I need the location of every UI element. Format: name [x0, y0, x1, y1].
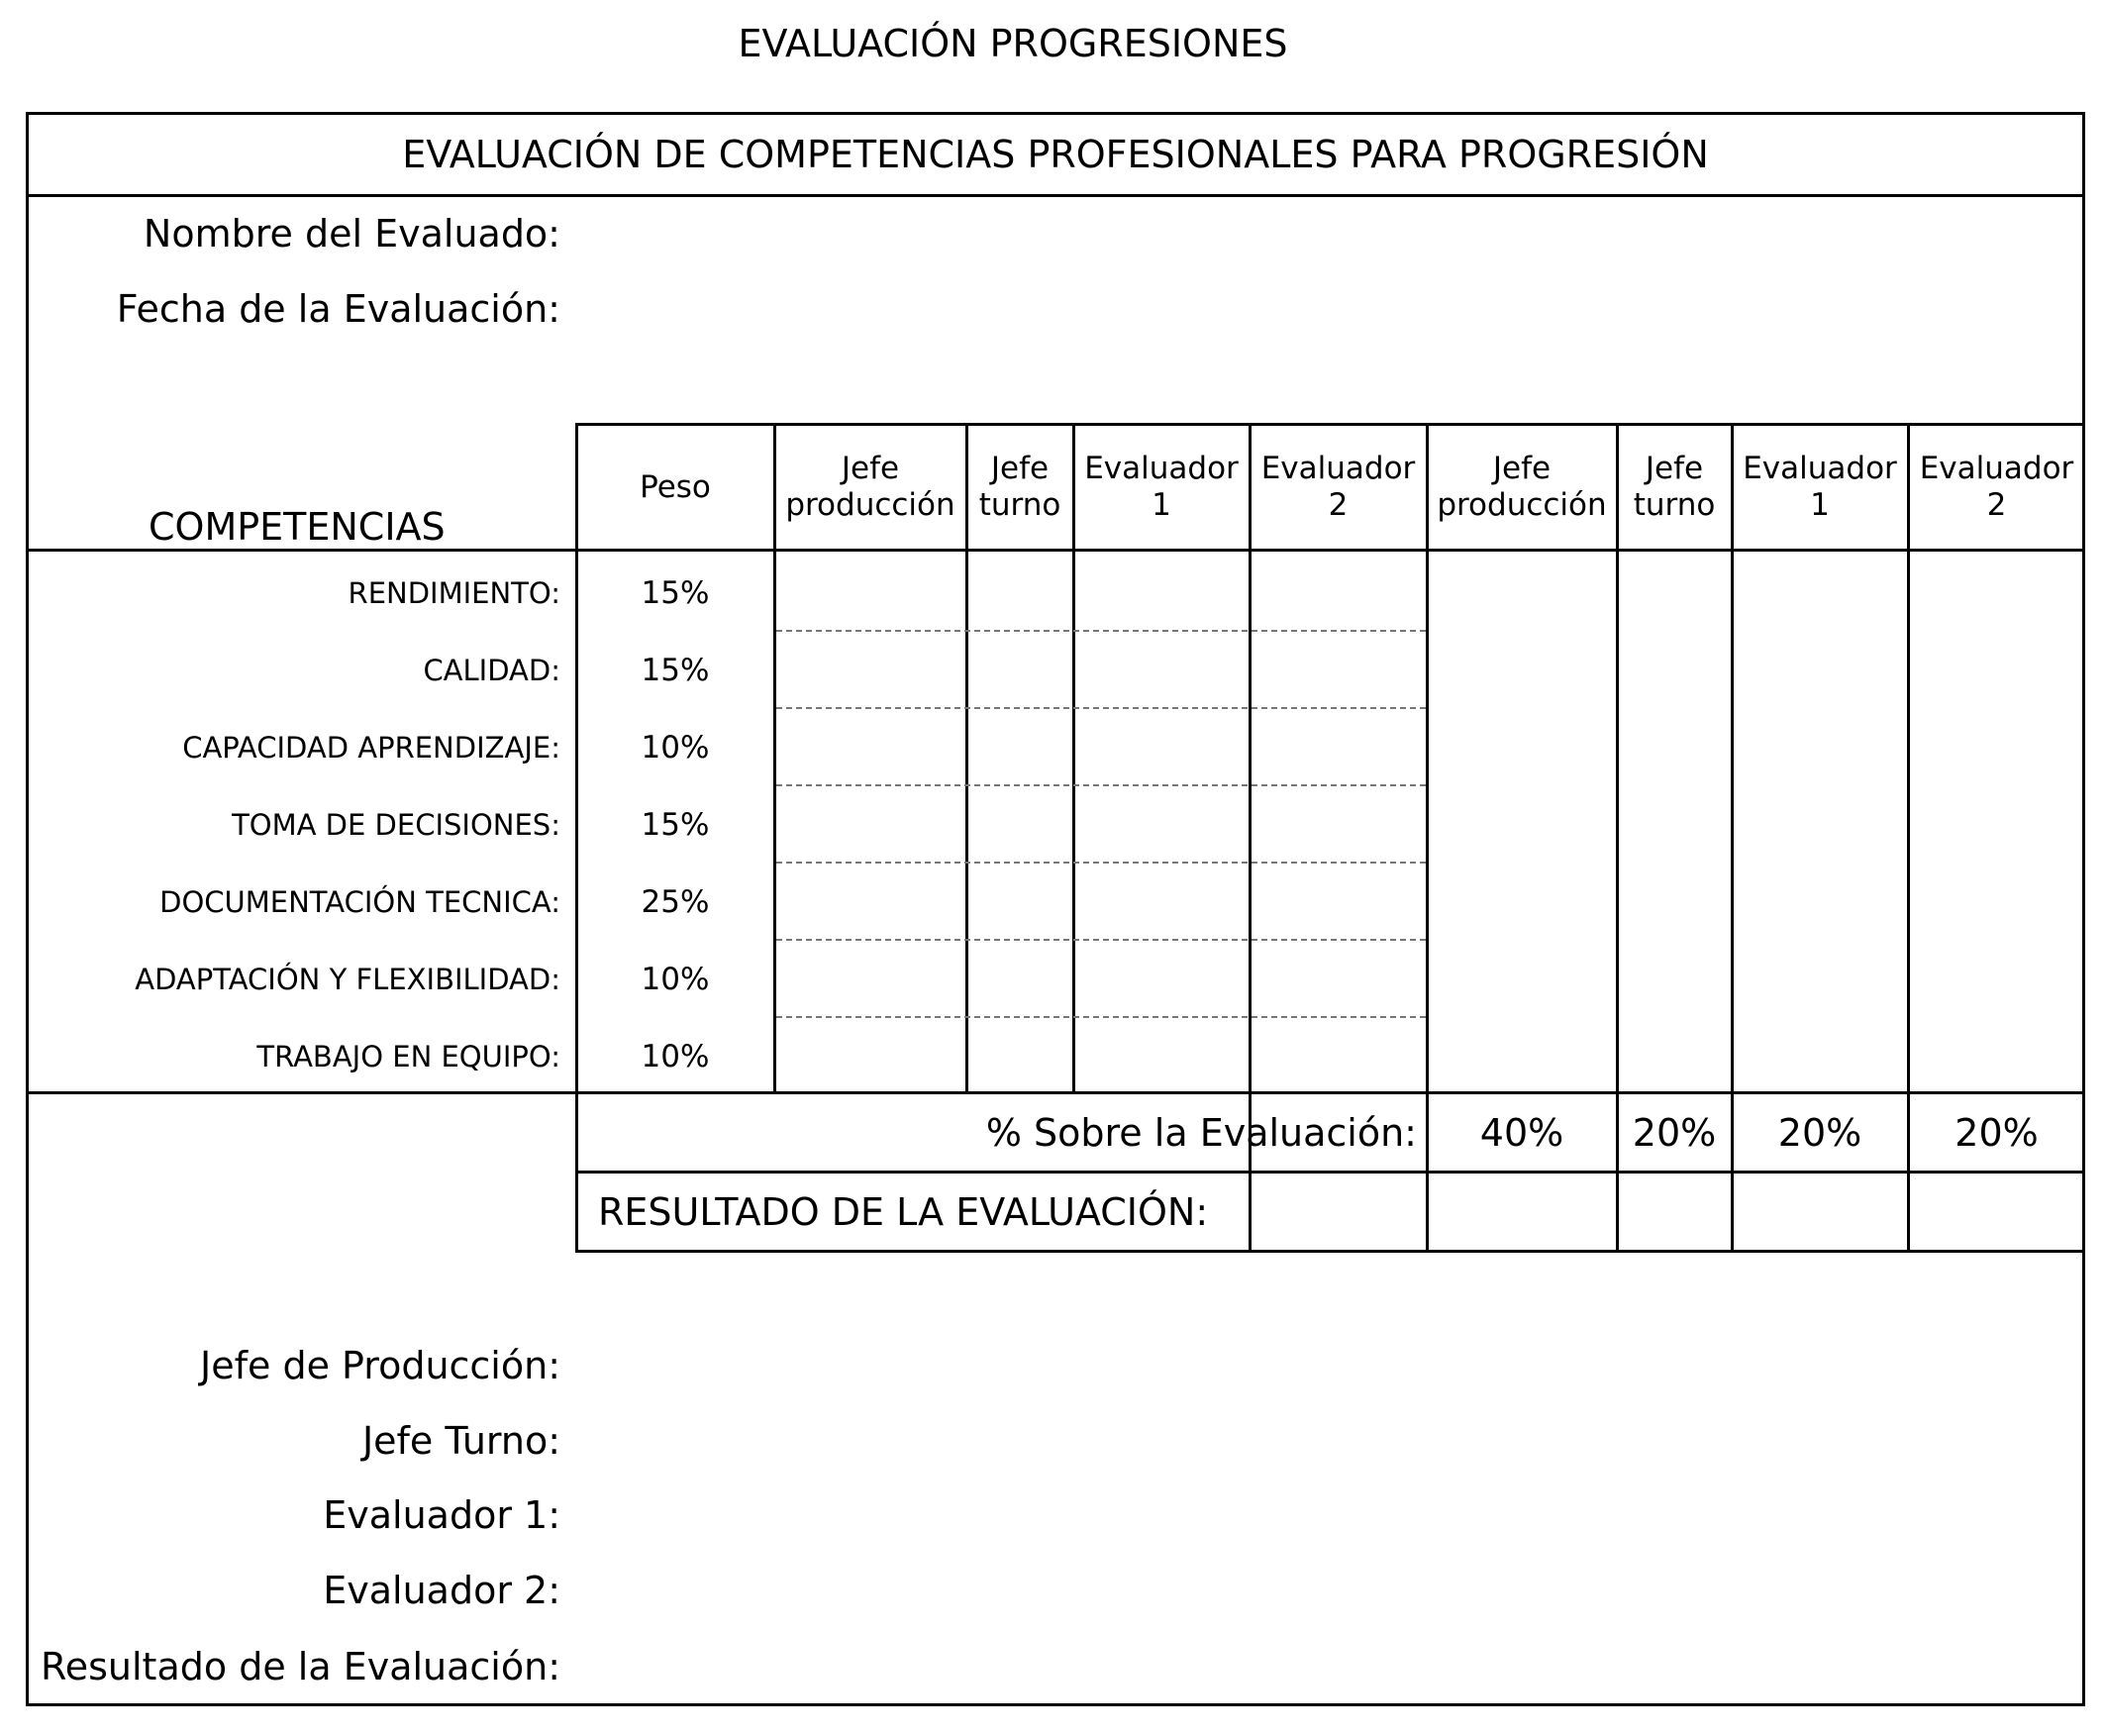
score-documentacion-tecnica-jefe-turno[interactable] [969, 864, 1072, 939]
competencia-label-rendimiento: RENDIMIENTO: [348, 576, 560, 610]
column-header-jefe-produccion: Jefe producción [785, 451, 955, 523]
score-toma-decisiones-jefe-produccion[interactable] [777, 786, 965, 862]
weighted-jefe-turno[interactable] [1620, 553, 1731, 1091]
score-toma-decisiones-evaluador-1[interactable] [1076, 786, 1249, 862]
peso-capacidad-aprendizaje: 10% [641, 730, 710, 766]
score-trabajo-equipo-jefe-produccion[interactable] [777, 1018, 965, 1091]
result-evaluador-1[interactable] [1735, 1174, 1907, 1250]
peso-adaptacion-flexibilidad: 10% [641, 962, 710, 997]
page-title: EVALUACIÓN PROGRESIONES [738, 22, 1288, 65]
weight-jefe-turno: 20% [1632, 1111, 1717, 1155]
score-calidad-evaluador-1[interactable] [1076, 632, 1249, 707]
score-capacidad-aprendizaje-evaluador-1[interactable] [1076, 709, 1249, 784]
competencias-header: COMPETENCIAS [149, 505, 446, 549]
competencia-label-trabajo-equipo: TRABAJO EN EQUIPO: [256, 1040, 560, 1073]
score-adaptacion-flexibilidad-jefe-produccion[interactable] [777, 941, 965, 1016]
evaluado-name-label: Nombre del Evaluado: [143, 212, 560, 255]
weight-evaluador-2: 20% [1955, 1111, 2039, 1155]
column-header-weighted-evaluador-2: Evaluador 2 [1919, 451, 2074, 523]
divider [576, 1250, 2085, 1253]
column-header-weighted-jefe-produccion: Jefe producción [1437, 451, 1607, 523]
score-toma-decisiones-jefe-turno[interactable] [969, 786, 1072, 862]
result-total[interactable] [1253, 1174, 1426, 1250]
weight-jefe-produccion: 40% [1479, 1111, 1564, 1155]
signature-field-evaluador-1[interactable] [584, 1488, 2063, 1550]
column-header-jefe-turno: Jefe turno [978, 451, 1061, 523]
form-banner: EVALUACIÓN DE COMPETENCIAS PROFESIONALES PARA PROGRESIÓN [402, 132, 1709, 176]
final-result-field[interactable] [584, 1640, 2063, 1697]
signature-label-jefe-produccion: Jefe de Producción: [200, 1344, 560, 1387]
score-trabajo-equipo-jefe-turno[interactable] [969, 1018, 1072, 1091]
final-result-label: Resultado de la Evaluación: [41, 1645, 560, 1688]
peso-toma-decisiones: 15% [641, 807, 710, 843]
competencia-label-adaptacion-flexibilidad: ADAPTACIÓN Y FLEXIBILIDAD: [135, 963, 560, 996]
score-trabajo-equipo-evaluador-1[interactable] [1076, 1018, 1249, 1091]
score-documentacion-tecnica-jefe-produccion[interactable] [777, 864, 965, 939]
score-documentacion-tecnica-evaluador-1[interactable] [1076, 864, 1249, 939]
score-calidad-jefe-produccion[interactable] [777, 632, 965, 707]
signature-field-jefe-turno[interactable] [584, 1414, 2063, 1476]
column-header-weighted-jefe-turno: Jefe turno [1633, 451, 1716, 523]
peso-documentacion-tecnica: 25% [641, 884, 710, 920]
score-adaptacion-flexibilidad-evaluador-1[interactable] [1076, 941, 1249, 1016]
result-evaluador-2[interactable] [1911, 1174, 2085, 1250]
competencia-label-capacidad-aprendizaje: CAPACIDAD APRENDIZAJE: [182, 731, 560, 765]
score-rendimiento-evaluador-1[interactable] [1076, 553, 1249, 628]
evaluado-name-field[interactable] [584, 207, 2063, 268]
score-rendimiento-jefe-turno[interactable] [969, 553, 1072, 628]
signature-field-evaluador-2[interactable] [584, 1564, 2063, 1625]
score-documentacion-tecnica-evaluador-2[interactable] [1253, 864, 1426, 939]
score-capacidad-aprendizaje-jefe-produccion[interactable] [777, 709, 965, 784]
column-divider [1072, 423, 1075, 1093]
peso-trabajo-equipo: 10% [641, 1039, 710, 1074]
score-adaptacion-flexibilidad-jefe-turno[interactable] [969, 941, 1072, 1016]
result-row-label: RESULTADO DE LA EVALUACIÓN: [598, 1190, 1209, 1234]
column-header-peso: Peso [640, 468, 711, 505]
weighted-evaluador-2[interactable] [1911, 553, 2085, 1091]
competencia-label-toma-decisiones: TOMA DE DECISIONES: [232, 808, 560, 842]
weight-row-label: % Sobre la Evaluación: [985, 1111, 1417, 1155]
weighted-jefe-produccion[interactable] [1430, 553, 1616, 1091]
score-capacidad-aprendizaje-evaluador-2[interactable] [1253, 709, 1426, 784]
competencia-label-documentacion-tecnica: DOCUMENTACIÓN TECNICA: [159, 885, 560, 919]
evaluation-date-label: Fecha de la Evaluación: [116, 287, 560, 331]
column-header-weighted-evaluador-1: Evaluador 1 [1743, 451, 1897, 523]
score-rendimiento-jefe-produccion[interactable] [777, 553, 965, 628]
score-calidad-evaluador-2[interactable] [1253, 632, 1426, 707]
column-header-evaluador-1: Evaluador 1 [1084, 451, 1239, 523]
divider [26, 194, 2085, 197]
score-toma-decisiones-evaluador-2[interactable] [1253, 786, 1426, 862]
score-calidad-jefe-turno[interactable] [969, 632, 1072, 707]
signature-label-jefe-turno: Jefe Turno: [361, 1419, 560, 1463]
signature-label-evaluador-1: Evaluador 1: [323, 1493, 560, 1537]
score-capacidad-aprendizaje-jefe-turno[interactable] [969, 709, 1072, 784]
peso-rendimiento: 15% [641, 575, 710, 611]
weighted-evaluador-1[interactable] [1735, 553, 1907, 1091]
peso-calidad: 15% [641, 653, 710, 688]
result-jefe-produccion[interactable] [1430, 1174, 1616, 1250]
column-divider [965, 423, 968, 1093]
score-adaptacion-flexibilidad-evaluador-2[interactable] [1253, 941, 1426, 1016]
signature-label-evaluador-2: Evaluador 2: [323, 1569, 560, 1612]
score-trabajo-equipo-evaluador-2[interactable] [1253, 1018, 1426, 1091]
evaluation-date-field[interactable] [584, 282, 2063, 344]
divider [26, 549, 2085, 552]
column-header-evaluador-2: Evaluador 2 [1260, 451, 1416, 523]
signature-field-jefe-produccion[interactable] [584, 1339, 2063, 1400]
score-rendimiento-evaluador-2[interactable] [1253, 553, 1426, 628]
result-jefe-turno[interactable] [1620, 1174, 1731, 1250]
competencia-label-calidad: CALIDAD: [423, 654, 560, 687]
weight-evaluador-1: 20% [1777, 1111, 1862, 1155]
